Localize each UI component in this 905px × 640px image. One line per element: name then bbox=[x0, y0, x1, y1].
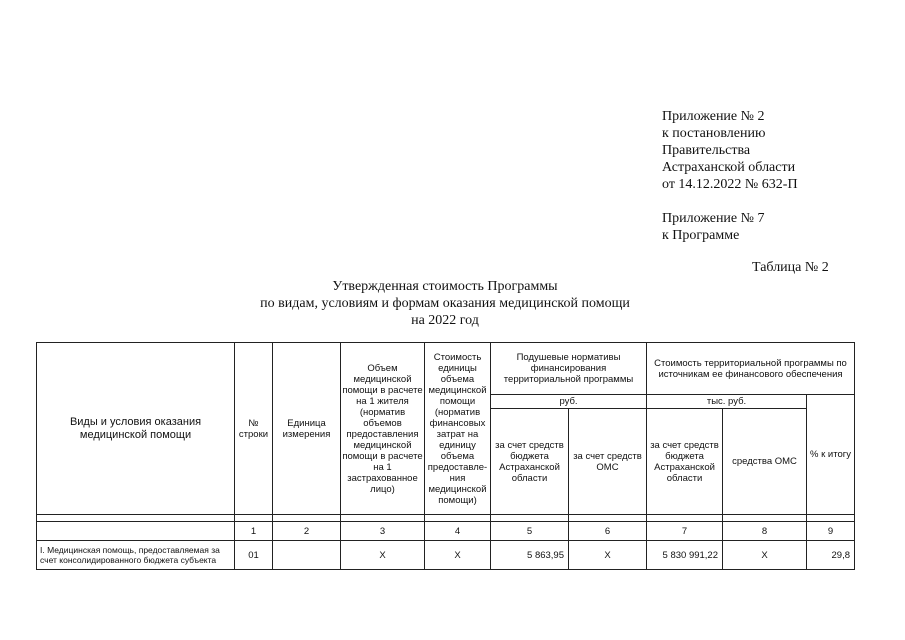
header-volume: Объем медицинской помощи в расчете на 1 жителя (норматив объемов предоставления медицинской помощи в расчете на 1 застрахованное лицо) bbox=[341, 343, 425, 515]
column-number-row bbox=[37, 522, 855, 541]
header-cost: Стоимость территориальной программы по источникам ее финансового обеспечения bbox=[647, 343, 855, 395]
annex-line: от 14.12.2022 № 632-П bbox=[662, 177, 798, 192]
header-per-capita-unit: руб. bbox=[491, 395, 647, 409]
column-number: 4 bbox=[425, 522, 491, 541]
title-line: по видам, условиям и формам оказания медицинской помощи bbox=[260, 296, 630, 311]
column-number: 6 bbox=[569, 522, 647, 541]
annex-line: к постановлению bbox=[662, 126, 766, 141]
table-label: Таблица № 2 bbox=[752, 260, 829, 275]
column-number: 7 bbox=[647, 522, 723, 541]
annex-line: Приложение № 7 bbox=[662, 211, 765, 226]
column-number: 8 bbox=[723, 522, 807, 541]
row-unit bbox=[273, 541, 341, 570]
column-number: 5 bbox=[491, 522, 569, 541]
table-row bbox=[37, 541, 855, 570]
cost-table bbox=[36, 342, 855, 570]
header-cost-percent: % к итогу bbox=[807, 395, 855, 515]
row-number: 01 bbox=[235, 541, 273, 570]
header-cost-unit: тыс. руб. bbox=[647, 395, 807, 409]
annex-header bbox=[662, 108, 882, 244]
row-cost-oms: X bbox=[723, 541, 807, 570]
spacer-row bbox=[37, 515, 855, 522]
column-number-blank bbox=[37, 522, 235, 541]
title-line: на 2022 год bbox=[411, 313, 479, 328]
header-per-capita-budget: за счет средств бюджета Астраханской области bbox=[491, 409, 569, 515]
header-unit-cost: Стоимость единицы объема медицинской помощи (норматив финансовых затрат на единицу объема предоставле-ния медицинской помощи) bbox=[425, 343, 491, 515]
header-per-capita-oms: за счет средств ОМС bbox=[569, 409, 647, 515]
column-number: 2 bbox=[273, 522, 341, 541]
row-per-capita-oms: X bbox=[569, 541, 647, 570]
header-row-no: № строки bbox=[235, 343, 273, 515]
annex-line: Астраханской области bbox=[662, 160, 796, 175]
header-cost-oms: средства ОМС bbox=[723, 409, 807, 515]
column-number: 3 bbox=[341, 522, 425, 541]
annex-line: к Программе bbox=[662, 228, 740, 243]
row-volume: X bbox=[341, 541, 425, 570]
row-cost-budget: 5 830 991,22 bbox=[647, 541, 723, 570]
header-cost-budget: за счет средств бюджета Астраханской области bbox=[647, 409, 723, 515]
row-per-capita-budget: 5 863,95 bbox=[491, 541, 569, 570]
title-line: Утвержденная стоимость Программы bbox=[332, 279, 558, 294]
document-title bbox=[230, 278, 660, 329]
row-unit-cost: X bbox=[425, 541, 491, 570]
column-number: 9 bbox=[807, 522, 855, 541]
annex-line: Приложение № 2 bbox=[662, 109, 765, 124]
annex-gap bbox=[662, 193, 882, 210]
row-percent: 29,8 bbox=[807, 541, 855, 570]
annex-line: Правительства bbox=[662, 143, 751, 158]
header-types: Виды и условия оказания медицинской помощи bbox=[37, 343, 235, 515]
header-per-capita: Подушевые нормативы финансирования территориальной программы bbox=[491, 343, 647, 395]
row-label: I. Медицинская помощь, предоставляемая за счет консолидированного бюджета субъекта bbox=[37, 541, 235, 570]
header-unit: Единица измерения bbox=[273, 343, 341, 515]
column-number: 1 bbox=[235, 522, 273, 541]
